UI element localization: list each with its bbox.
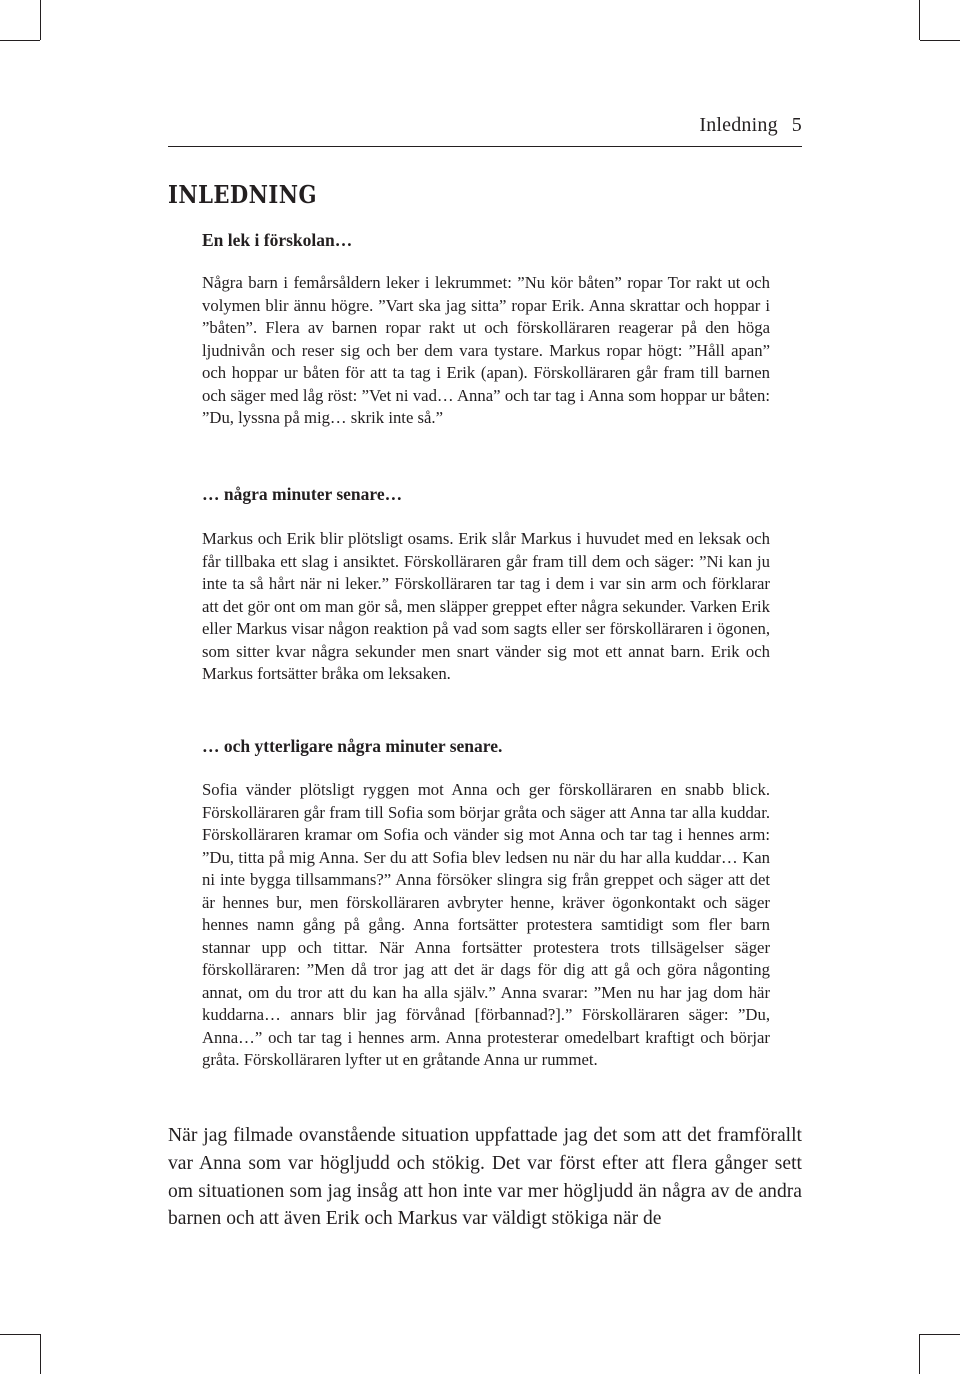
header-rule	[168, 146, 802, 147]
case-paragraph-2-block	[202, 528, 770, 686]
main-body-text: När jag filmade ovanstående situation uppfattade jag det som att det framförallt var Anna som var högljudd och stökig. Det var först efter att flera gånger sett om situationen som jag insåg att hon inte var mer högljudd än några av de andra barnen och att även Erik och Markus var väldigt stökiga när de	[168, 1125, 802, 1230]
case-heading-block	[202, 229, 770, 251]
case-paragraph-1-block	[202, 272, 770, 430]
case-heading: En lek i förskolan…	[202, 230, 353, 250]
page-number: 5	[791, 114, 802, 136]
case-paragraph-2: Markus och Erik blir plötsligt osams. Erik slår Markus i huvudet med en leksak och får tillbaka ett slag i ansiktet. Förskolläraren går fram till dem och säger: ”Ni kan ju inte ta så hårt när ni leker.” Förskolläraren tar tag i dem i var sin arm och förklarar att det gör ont om man gör så, men släpper greppet efter några sekunder. Varken Erik eller Markus visar någon reaktion på vad som sagts eller ser förskolläraren i ögonen, som sitter kvar några sekunder men snart vänder sig mot ett annat barn. Erik och Markus fortsätter bråka om leksaken.	[202, 529, 770, 683]
crop-mark-bottom-left-horizontal	[0, 1334, 40, 1335]
running-header	[168, 112, 802, 138]
running-header-section: Inledning	[699, 114, 778, 136]
crop-mark-top-left	[40, 0, 41, 40]
case-subheading-3: … och ytterligare några minuter senare.	[202, 736, 503, 756]
crop-mark-bottom-right	[919, 1334, 920, 1374]
case-paragraph-3-block	[202, 779, 770, 1072]
crop-mark-top-left-horizontal	[0, 40, 40, 41]
case-subheading-2: … några minuter senare…	[202, 484, 403, 504]
chapter-title: INLEDNING	[168, 180, 317, 209]
case-subheading-3-block	[202, 735, 770, 757]
case-paragraph-1: Några barn i femårsåldern leker i lekrummet: ”Nu kör båten” ropar Tor rakt ut och volymen blir ännu högre. ”Vart ska jag sitta” ropar Erik. Anna skrattar och hoppar i ”båten”. Flera av barnen ropar rakt ut och förskolläraren reagerar på den höga ljudnivån och reser sig och ber dem vara tystare. Markus ropar högt: ”Håll apan” och hoppar ur båten för att ta tag i Erik (apan). Förskolläraren går fram till barnen och säger med låg röst: ”Vet ni vad… Anna” och tar tag i Anna som hoppar ur båten: ”Du, lyssna på mig… skrik inte så.”	[202, 273, 770, 427]
case-subheading-2-block	[202, 483, 770, 505]
crop-mark-top-right-horizontal	[920, 40, 960, 41]
crop-mark-bottom-left	[40, 1334, 41, 1374]
case-paragraph-3: Sofia vänder plötsligt ryggen mot Anna och ger förskolläraren en snabb blick. Förskolläraren går fram till Sofia som börjar gråta och säger att Anna tar alla kuddar. Förskolläraren kramar om Sofia och vänder sig mot Anna och tar tag i hennes arm: ”Du, titta på mig Anna. Ser du att Sofia blev ledsen nu när du har alla kuddar… Kan ni inte bygga tillsammans?” Anna försöker slingra sig från greppet och säger att det är hennes bur, men förskolläraren avbryter henne, kräver ögonkontakt och säger hennes namn gång på gång. Anna fortsätter protestera samtidigt som fler barn stannar upp och tittar. När Anna fortsätter protestera trots tillsägelser säger förskolläraren: ”Men då tror jag att det är dags för dig att gå och göra någonting annat, om du tror att du kan ha alla själv.” Anna svarar: ”Men nu har jag dom här kuddarna… annars blir jag förvånad [förbannad?].” Förskolläraren säger: ”Du, Anna…” och tar tag i hennes arm. Anna protesterar omedelbart kraftigt och börjar gråta. Förskolläraren lyfter ut en gråtande Anna ur rummet.	[202, 780, 770, 1069]
crop-mark-top-right	[919, 0, 920, 40]
crop-mark-bottom-right-horizontal	[920, 1334, 960, 1335]
